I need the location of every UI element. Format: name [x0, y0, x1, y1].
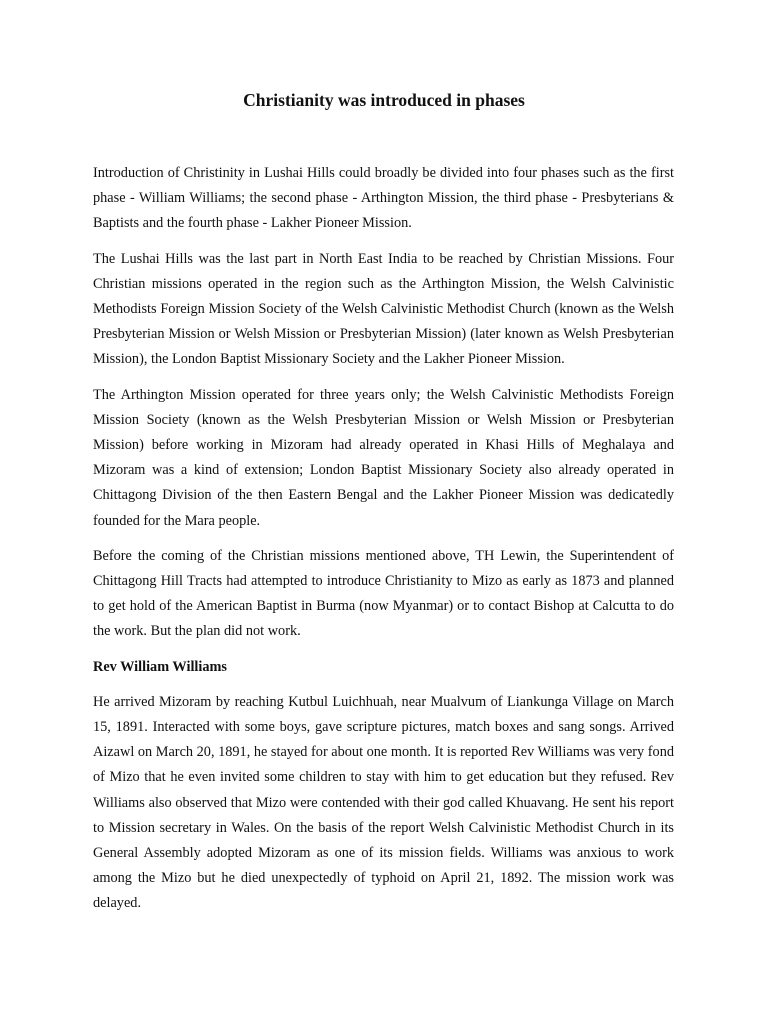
paragraph-missions: The Lushai Hills was the last part in North East India to be reached by Christian Missions. Four Christian missions operated in the region such as the Arthington Mission, the Welsh Calvinistic Methodists Foreign Mission Society of the Welsh Calvinistic Methodist Church (known as the Welsh Presbyterian Mission or Welsh Mission or Presbyterian Mission) (later known as Welsh Presbyterian Mission), the London Baptist Missionary Society and the Lakher Pioneer Mission. [93, 250, 674, 368]
document-title: Christianity was introduced in phases [243, 90, 525, 110]
paragraph-lewin: Before the coming of the Christian missions mentioned above, TH Lewin, the Superintendent of Chittagong Hill Tracts had attempted to introduce Christianity to Mizo as early as 1873 and planned to get hold of the American Baptist in Burma (now Myanmar) or to contact Bishop at Calcutta to do the work. But the plan did not work. [93, 547, 674, 640]
paragraph-williams: He arrived Mizoram by reaching Kutbul Luichhuah, near Mualvum of Liankunga Village on March 15, 1891. Interacted with some boys, gave scripture pictures, match boxes and sang songs. Arrived Aizawl on March 20, 1891, he stayed for about one month. It is reported Rev Williams was very fond of Mizo that he even invited some children to stay with him to get education but they refused. Rev Williams also observed that Mizo were contended with their god called Khuavang. He sent his report to Mission secretary in Wales. On the basis of the report Welsh Calvinistic Methodist Church in its General Assembly adopted Mizoram as one of its mission fields. Williams was anxious to work among the Mizo but he died unexpectedly of typhoid on April 21, 1892. The mission work was delayed. [93, 693, 674, 912]
section-heading: Rev William Williams [93, 658, 227, 675]
paragraph-phases: Introduction of Christinity in Lushai Hills could broadly be divided into four phases such as the first phase - William Williams; the second phase - Arthington Mission, the third phase - Presbyterians & Baptists and the fourth phase - Lakher Pioneer Mission. [93, 165, 674, 232]
document-body [93, 161, 674, 917]
paragraph-arthington: The Arthington Mission operated for three years only; the Welsh Calvinistic Methodists Foreign Mission Society (known as the Welsh Presbyterian Mission or Welsh Mission or Presbyterian Mission) before working in Mizoram had already operated in Khasi Hills of Meghalaya and Mizoram was a kind of extension; London Baptist Missionary Society also already operated in Chittagong Division of the then Eastern Bengal and the Lakher Pioneer Mission was dedicatedly founded for the Mara people. [93, 386, 674, 529]
